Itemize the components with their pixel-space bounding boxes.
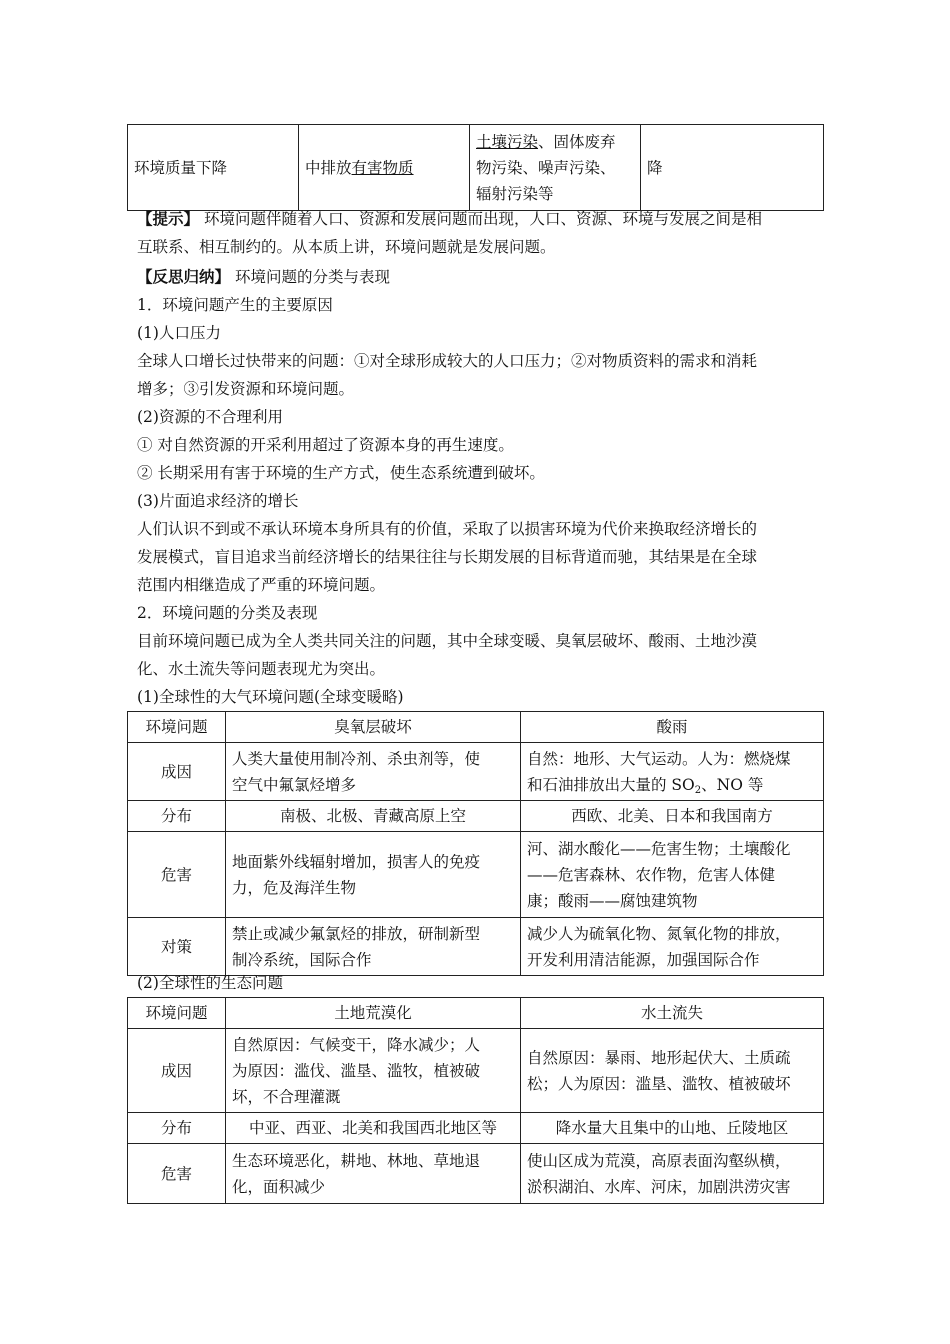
- table-header-cell: 环境问题: [128, 998, 226, 1029]
- ecology-table: [127, 997, 824, 1204]
- row-header-cell: 成因: [128, 743, 226, 801]
- top-table-cell: 降: [641, 125, 824, 211]
- section-heading: 2．环境问题的分类及表现: [137, 604, 318, 622]
- table-cell: 自然：地形、大气运动。人为：燃烧煤 和石油排放出大量的 $SO_2$、NO 等: [521, 743, 824, 801]
- row-header-cell: 分布: [128, 1113, 226, 1144]
- table-cell: 自然原因：暴雨、地形起伏大、土质疏 松；人为原因：滥垦、滥牧、植被破坏: [521, 1029, 824, 1113]
- row-header-cell: 分布: [128, 801, 226, 832]
- row-header-cell: 成因: [128, 1029, 226, 1113]
- table-cell: 人类大量使用制冷剂、杀虫剂等，使 空气中氟氯烃增多: [226, 743, 521, 801]
- subsection-heading: (2)资源的不合理利用: [137, 408, 283, 426]
- table-cell: 河、湖水酸化——危害生物；土壤酸化 ——危害森林、农作物，危害人体健 康；酸雨——腐蚀建筑物: [521, 832, 824, 918]
- table-caption: (2)全球性的生态问题: [137, 974, 283, 992]
- table-cell: 使山区成为荒漠，高原表面沟壑纵横， 淤积湖泊、水库、河床，加剧洪涝灾害: [521, 1144, 824, 1204]
- table-cell: 生态环境恶化，耕地、林地、草地退 化，面积减少: [226, 1144, 521, 1204]
- table-cell: 降水量大且集中的山地、丘陵地区: [521, 1113, 824, 1144]
- table-header-cell: 酸雨: [521, 712, 824, 743]
- table-cell: 禁止或减少氟氯烃的排放，研制新型 制冷系统，国际合作: [226, 918, 521, 976]
- table-cell: 自然原因：气候变干，降水减少；人 为原因：滥伐、滥垦、滥牧，植被破 坏，不合理灌溉: [226, 1029, 521, 1113]
- top-table-cell: 土壤污染、固体废弃 物污染、噪声污染、 辐射污染等: [470, 125, 641, 211]
- table-cell: 中亚、西亚、北美和我国西北地区等: [226, 1113, 521, 1144]
- row-header-cell: 危害: [128, 832, 226, 918]
- section-1: 1．环境问题产生的主要原因 (1)人口压力 全球人口增长过快带来的问题：①对全球形成较大的人口压力；②对物质资料的需求和消耗 增多；③引发资源和环境问题。 (2)资源的不合理利用 ① 对自然资源的开采利用超过了资源本身的再生速度。 ② 长期采用有害于环境的生产方式，使生态系统遭到破坏。 (3)片面追求经济的增长 人们认识不到或不承认环境本身所具有的价值，采取了以损害环境为代价来换取经济增长的 发展模式，盲目追求当前经济增长的结果往往与长期发展的目标背道而驰，其结果是在全球 范围内相继造成了严重的环境问题。 2．环境问题的分类及表现 目前环境问题已成为全人类共同关注的问题，其中全球变暖、臭氧层破坏、酸雨、土地沙漠 化、水土流失等问题表现尤为突出。 (1)全球性的大气环境问题(全球变暖略): [137, 291, 817, 711]
- table-cell: 地面紫外线辐射增加，损害人的免疫 力，危及海洋生物: [226, 832, 521, 918]
- table-header-cell: 土地荒漠化: [226, 998, 521, 1029]
- table-header-cell: 环境问题: [128, 712, 226, 743]
- table-cell: 南极、北极、青藏高原上空: [226, 801, 521, 832]
- table-cell: 减少人为硫氧化物、氮氧化物的排放， 开发利用清洁能源，加强国际合作: [521, 918, 824, 976]
- table-caption: (1)全球性的大气环境问题(全球变暖略): [137, 688, 404, 706]
- summary-heading: 【反思归纳】 环境问题的分类与表现: [137, 267, 390, 286]
- table-header-cell: 臭氧层破坏: [226, 712, 521, 743]
- atmosphere-table: [127, 711, 824, 976]
- table-header-cell: 水土流失: [521, 998, 824, 1029]
- subsection-heading: (3)片面追求经济的增长: [137, 492, 299, 510]
- section-heading: 1．环境问题产生的主要原因: [137, 296, 333, 314]
- top-table: [127, 124, 824, 211]
- top-table-cell: 环境质量下降: [128, 125, 299, 211]
- top-table-cell: 中排放有害物质: [299, 125, 470, 211]
- tip-paragraph: 【提示】 环境问题伴随着人口、资源和发展问题而出现，人口、资源、环境与发展之间是相 互联系、相互制约的。从本质上讲，环境问题就是发展问题。: [137, 209, 762, 256]
- row-header-cell: 危害: [128, 1144, 226, 1204]
- table-cell: 西欧、北美、日本和我国南方: [521, 801, 824, 832]
- row-header-cell: 对策: [128, 918, 226, 976]
- subsection-heading: (1)人口压力: [137, 324, 221, 342]
